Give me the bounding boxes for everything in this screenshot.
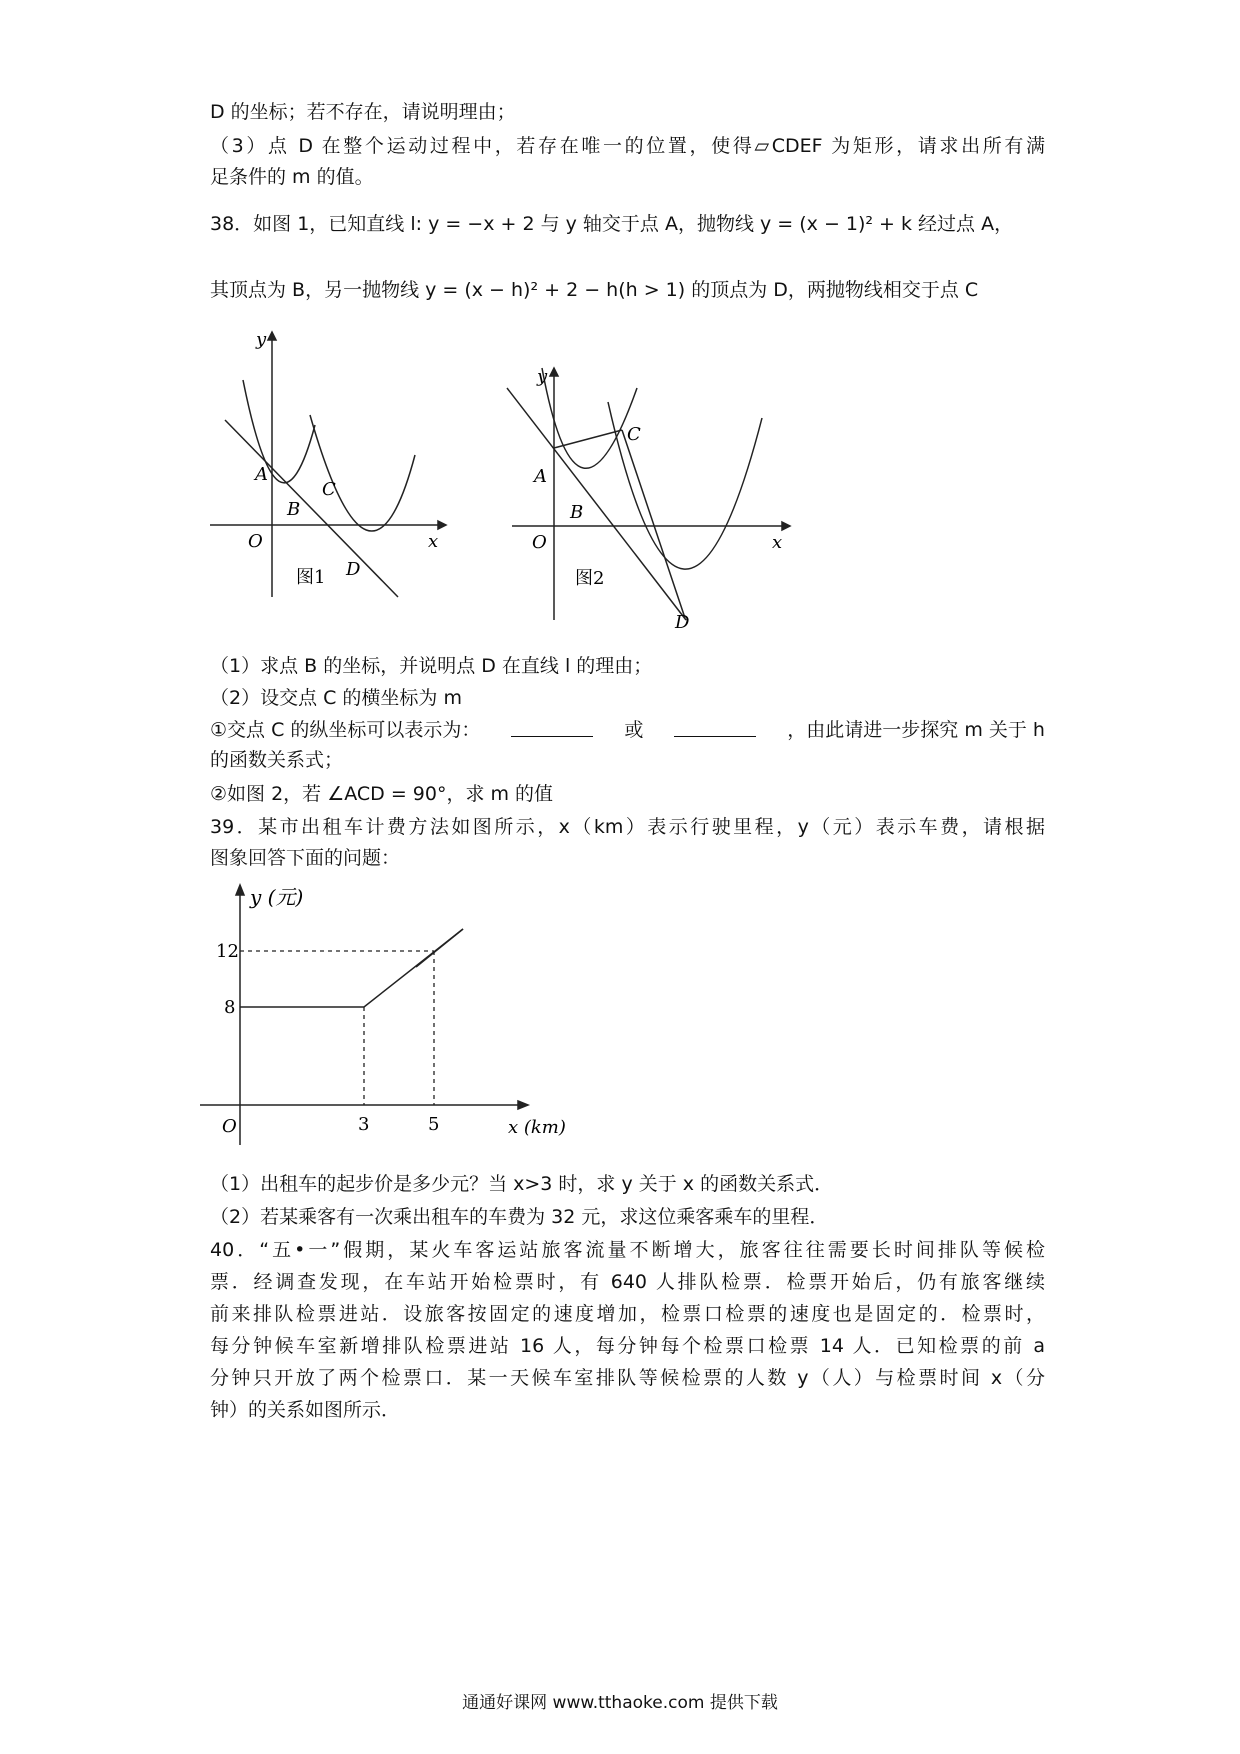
- text-line: 40．“五•一”假期，某火车客运站旅客流量不断增大，旅客往往需要长时间排队等候检: [210, 1239, 1045, 1261]
- y-axis-label: y: [537, 366, 548, 387]
- y-tick-label: 12: [216, 941, 239, 962]
- figure-1: [200, 325, 460, 609]
- text-line: （2）若某乘客有一次乘出租车的车费为 32 元，求这位乘客乘车的里程．: [210, 1206, 829, 1228]
- text-line: （1）求点 B 的坐标，并说明点 D 在直线 l 的理由；: [210, 655, 653, 677]
- text-line: 每分钟候车室新增排队检票进站 16 人，每分钟每个检票口检票 14 人．已知检票的前 a: [210, 1335, 1045, 1357]
- text-segment: ①交点 C 的纵坐标可以表示为：: [210, 719, 481, 741]
- point-a-label: A: [534, 466, 547, 487]
- point-a-label: A: [255, 464, 268, 485]
- answer-blank: [674, 718, 756, 737]
- y-axis-label: y (元): [250, 885, 304, 909]
- x-axis-label: x: [772, 532, 783, 553]
- text-line: D 的坐标；若不存在，请说明理由；: [210, 101, 516, 123]
- text-line: 前来排队检票进站．设旅客按固定的速度增加，检票口检票的速度也是固定的．检票时，: [210, 1303, 1045, 1325]
- text-line: 分钟只开放了两个检票口．某一天候车室排队等候检票的人数 y（人）与检票时间 x（分: [210, 1367, 1045, 1389]
- figure-caption: 图2: [575, 568, 605, 589]
- y-axis-label: y: [256, 329, 267, 350]
- text-line: [210, 718, 1045, 742]
- text-segment: ，由此请进一步探究 m 关于 h: [787, 719, 1045, 741]
- text-line: （3）点 D 在整个运动过程中，若存在唯一的位置，使得▱CDEF 为矩形，请求出所有满: [210, 135, 1045, 157]
- answer-blank: [511, 718, 593, 737]
- origin-label: O: [532, 532, 547, 553]
- point-b-label: B: [570, 502, 584, 523]
- point-c-label: C: [322, 479, 336, 500]
- origin-label: O: [222, 1116, 237, 1137]
- text-line: 票．经调查发现，在车站开始检票时，有 640 人排队检票．检票开始后，仍有旅客继续: [210, 1271, 1045, 1293]
- text-line: ②如图 2，若 ∠ACD = 90°，求 m 的值: [210, 783, 554, 805]
- text-line: （1）出租车的起步价是多少元？当 x>3 时，求 y 关于 x 的函数关系式．: [210, 1173, 834, 1195]
- point-c-label: C: [627, 424, 641, 445]
- text-segment: 或: [624, 719, 644, 741]
- text-line: 图象回答下面的问题：: [210, 847, 401, 869]
- point-d-label: D: [346, 559, 361, 580]
- x-tick-label: 3: [358, 1114, 370, 1135]
- x-axis-label: x (km): [508, 1117, 566, 1138]
- text-line: 钟）的关系如图所示．: [210, 1399, 401, 1421]
- text-line: 足条件的 m 的值。: [210, 166, 374, 188]
- figure-caption: 图1: [296, 567, 326, 588]
- point-b-label: B: [287, 499, 301, 520]
- y-tick-label: 8: [224, 997, 236, 1018]
- origin-label: O: [248, 531, 263, 552]
- text-line: 的函数关系式；: [210, 749, 344, 771]
- figure-2: [502, 358, 802, 652]
- text-line: 其顶点为 B，另一抛物线 y = (x − h)² + 2 − h(h > 1) 的顶点为 D，两抛物线相交于点 C: [210, 279, 979, 301]
- x-tick-label: 5: [428, 1114, 440, 1135]
- x-axis-label: x: [428, 531, 439, 552]
- text-line: 39．某市出租车计费方法如图所示，x（km）表示行驶里程，y（元）表示车费，请根据: [210, 816, 1045, 838]
- point-d-label: D: [675, 612, 690, 633]
- text-line: 38．如图 1，已知直线 l: y = −x + 2 与 y 轴交于点 A，抛物线 y = (x − 1)² + k 经过点 A，: [210, 213, 1014, 235]
- text-line: （2）设交点 C 的横坐标为 m: [210, 687, 462, 709]
- taxi-fare-graph: [200, 880, 580, 1164]
- footer-text: 通通好课网 www.tthaoke.com 提供下载: [462, 1693, 778, 1713]
